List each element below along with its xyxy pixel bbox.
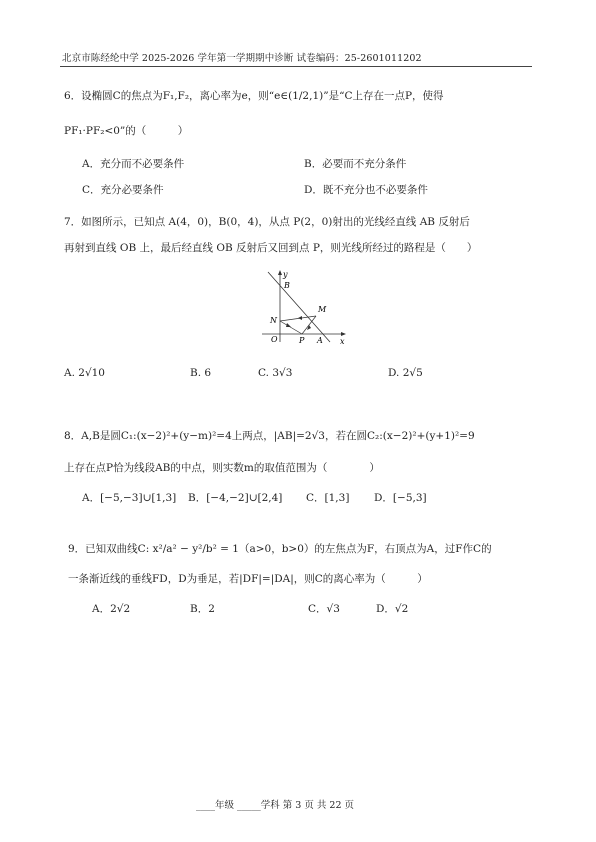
q6-stem-line1: 6．设椭圆C的焦点为F₁,F₂，离心率为e，则“e∈(1/2,1)”是“C上存在一点P，使得 (64, 90, 444, 102)
q7-fig-label-y: y (283, 270, 288, 279)
q8-option-b: B．[−4,−2]∪[2,4] (188, 492, 283, 504)
q7-fig-label-m: M (318, 305, 327, 314)
page-footer: ____年级 _____学科 第 3 页 共 22 页 (196, 800, 355, 811)
q8-option-d: D．[−5,3] (374, 492, 427, 504)
q6-stem-line2: PF₁·PF₂<0”的（ ） (64, 125, 189, 137)
q7-option-c: C. 3√3 (258, 367, 293, 379)
q8-stem-line2: 上存在点P恰为线段AB的中点，则实数m的取值范围为（ ） (64, 462, 380, 474)
q7-option-b: B. 6 (190, 367, 212, 379)
q6-option-a: A．充分而不必要条件 (82, 158, 185, 170)
q7-option-a: A. 2√10 (64, 367, 105, 379)
q7-fig-label-x: x (340, 337, 345, 346)
q7-figure (244, 268, 350, 348)
page-header: 北京市陈经纶中学 2025-2026 学年第一学期期中诊断 试卷编码：25-2601011202 (62, 53, 422, 64)
q9-option-b: B．2 (190, 603, 215, 615)
q9-option-d: D．√2 (376, 603, 409, 615)
q7-fig-label-n: N (270, 316, 277, 325)
q8-option-a: A．[−5,−3]∪[1,3] (82, 492, 177, 504)
q7-fig-label-a: A (317, 336, 323, 345)
q7-stem-line2: 再射到直线 OB 上，最后经直线 OB 反射后又回到点 P，则光线所经过的路程是（ ） (64, 242, 478, 254)
q7-stem-line1: 7．如图所示，已知点 A(4，0)，B(0，4)，从点 P(2，0)射出的光线经直线 AB 反射后 (64, 216, 470, 228)
q7-option-d: D. 2√5 (388, 367, 423, 379)
q7-fig-label-o: O (271, 335, 278, 344)
q9-stem-line2: 一条渐近线的垂线FD，D为垂足，若|DF|=|DA|，则C的离心率为（ ） (68, 573, 428, 585)
q6-option-c: C．充分必要条件 (82, 184, 164, 196)
q6-option-d: D．既不充分也不必要条件 (304, 184, 428, 196)
q9-option-c: C．√3 (308, 603, 340, 615)
q7-fig-label-p: P (299, 336, 305, 345)
q9-stem-line1: 9．已知双曲线C: x²/a² − y²/b² = 1（a>0，b>0）的左焦点为F，右顶点为A，过F作C的 (68, 543, 492, 555)
q8-stem-line1: 8．A,B是圆C₁:(x−2)²+(y−m)²=4上两点，|AB|=2√3，若在圆C₂:(x−2)²+(y+1)²=9 (64, 430, 475, 442)
q7-fig-label-b: B (284, 281, 290, 290)
q9-option-a: A．2√2 (92, 603, 131, 615)
q6-option-b: B．必要而不充分条件 (304, 158, 407, 170)
header-divider (60, 66, 532, 67)
q8-option-c: C．[1,3] (306, 492, 350, 504)
